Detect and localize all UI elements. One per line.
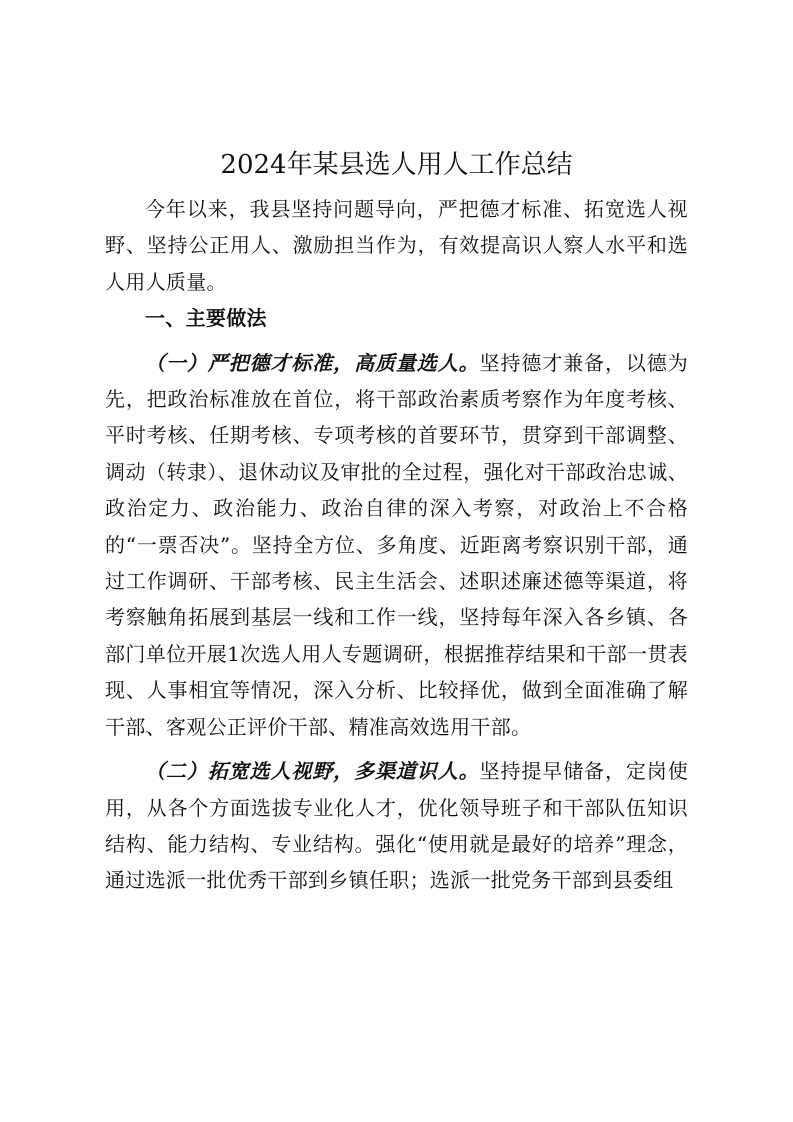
- subsection-body-1: 坚持德才兼备，以德为先，把政治标准放在首位，将干部政治素质考察作为年度考核、平时考核、任期考核、专项考核的首要环节，贯穿到干部调整、调动（转隶）、退休动议及审批的全过程，强化对干部政治忠诚、政治定力、政治能力、政治自律的深入考察，对政治上不合格的“一票否决”。坚持全方位、多角度、近距离考察识别干部，通过工作调研、干部考核、民主生活会、述职述廉述德等渠道，将考察触角拓展到基层一线和工作一线，坚持每年深入各乡镇、各部门单位开展1次选人用人专题调研，根据推荐结果和干部一贯表现、人事相宜等情况，深入分析、比较择优，做到全面准确了解干部、客观公正评价干部、精准高效选用干部。: [105, 350, 688, 739]
- intro-paragraph: 今年以来，我县坚持问题导向，严把德才标准、拓宽选人视野、坚持公正用人、激励担当作为，有效提高识人察人水平和选人用人质量。: [105, 197, 688, 294]
- document-title: 2024年某县选人用人工作总结: [220, 150, 573, 180]
- subsection-body-2: 坚持提早储备，定岗使用，从各个方面选拔专业化人才，优化领导班子和干部队伍知识结构、能力结构、专业结构。强化“使用就是最好的培养”理念，通过选派一批优秀干部到乡镇任职；选派一批党务干部到县委组: [105, 759, 688, 893]
- subsection-lead-2: （二）拓宽选人视野，多渠道识人。: [145, 759, 480, 784]
- section-heading: 一、主要做法: [145, 306, 267, 331]
- document-body: [105, 145, 688, 899]
- subsection-lead-1: （一）严把德才标准，高质量选人。: [145, 350, 480, 375]
- subsection-paragraph-2: [105, 753, 688, 899]
- subsection-paragraph-1: [105, 345, 688, 745]
